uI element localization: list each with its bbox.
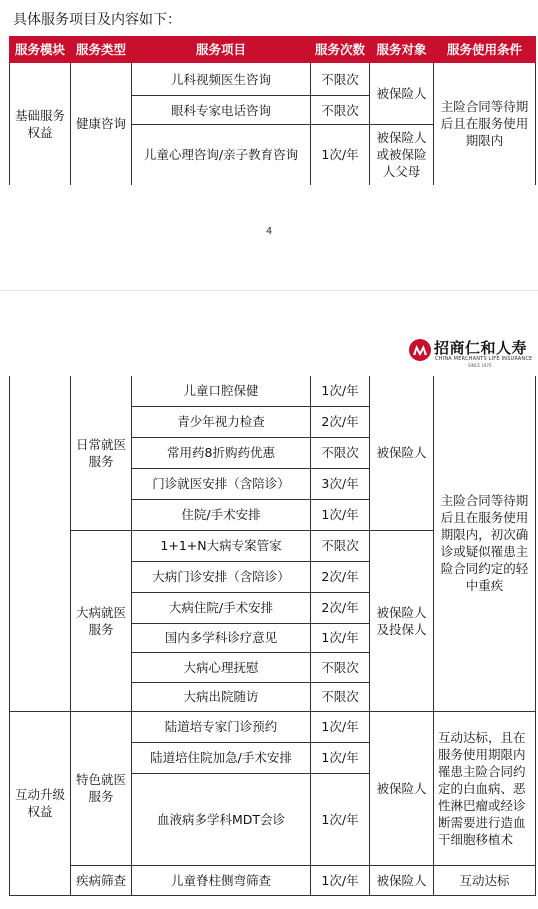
- times-cell: 1次/年: [311, 623, 370, 652]
- times-cell: 1次/年: [311, 125, 370, 185]
- item-cell: 青少年视力检查: [132, 406, 311, 437]
- times-cell: 不限次: [311, 530, 370, 561]
- item-cell: 陆道培专家门诊预约: [132, 711, 311, 742]
- table-row: [10, 865, 536, 895]
- page-number: 4: [265, 226, 273, 237]
- times-cell: 不限次: [311, 63, 370, 96]
- times-cell: 1次/年: [311, 499, 370, 530]
- type-cell: 日常就医服务: [71, 376, 132, 530]
- type-cell: 疾病筛查: [71, 865, 132, 895]
- item-cell: 儿童口腔保健: [132, 376, 311, 406]
- type-cell: 健康咨询: [71, 63, 132, 185]
- times-cell: 2次/年: [311, 561, 370, 592]
- times-cell: 2次/年: [311, 592, 370, 623]
- header-type: 服务类型: [71, 37, 132, 63]
- table-row: [10, 63, 536, 96]
- target-cell: 被保险人及投保人: [370, 530, 434, 711]
- table-row: [10, 376, 536, 406]
- item-cell: 儿童脊柱侧弯筛查: [132, 865, 311, 895]
- target-cell: 被保险人: [370, 63, 434, 125]
- module-cell-continued: [10, 376, 71, 711]
- type-cell: 特色就医服务: [71, 711, 132, 865]
- intro-text: 具体服务项目及内容如下：: [13, 12, 181, 28]
- service-table-page4: [9, 36, 536, 185]
- times-cell: 不限次: [311, 682, 370, 711]
- logo-mark-icon: [408, 338, 432, 362]
- module-cell: 互动升级权益: [10, 711, 71, 895]
- item-cell: 1+1+N大病专案管家: [132, 530, 311, 561]
- target-cell: 被保险人: [370, 865, 434, 895]
- item-cell: 门诊就医安排（含陪诊）: [132, 468, 311, 499]
- times-cell: 1次/年: [311, 711, 370, 742]
- condition-cell: 主险合同等待期后且在服务使用期限内，初次确诊或疑似罹患主险合同约定的轻中重疾: [434, 376, 536, 711]
- item-cell: 儿科视频医生咨询: [132, 63, 311, 96]
- logo-cn-text: 招商仁和人寿: [434, 339, 528, 357]
- item-cell: 儿童心理咨询/亲子教育咨询: [132, 125, 311, 185]
- item-cell: 住院/手术安排: [132, 499, 311, 530]
- item-cell: 大病门诊安排（含陪诊）: [132, 561, 311, 592]
- item-cell: 血液病多学科MDT会诊: [132, 773, 311, 865]
- header-condition: 服务使用条件: [434, 37, 536, 63]
- condition-cell: 主险合同等待期后且在服务使用期限内: [434, 63, 536, 185]
- service-table-page5: [9, 376, 536, 896]
- target-cell: 被保险人或被保险人父母: [370, 125, 434, 185]
- times-cell: 2次/年: [311, 406, 370, 437]
- times-cell: 3次/年: [311, 468, 370, 499]
- times-cell: 不限次: [311, 652, 370, 682]
- header-times: 服务次数: [311, 37, 370, 63]
- target-cell: 被保险人: [370, 711, 434, 865]
- item-cell: 陆道培住院加急/手术安排: [132, 742, 311, 773]
- item-cell: 大病住院/手术安排: [132, 592, 311, 623]
- times-cell: 1次/年: [311, 773, 370, 865]
- times-cell: 1次/年: [311, 742, 370, 773]
- item-cell: 大病心理抚慰: [132, 652, 311, 682]
- table-row: [10, 711, 536, 742]
- header-module: 服务模块: [10, 37, 71, 63]
- logo-since-text: SINCE 1970: [468, 363, 492, 368]
- header-target: 服务对象: [370, 37, 434, 63]
- page-divider: [0, 290, 538, 291]
- module-cell: 基础服务权益: [10, 63, 71, 185]
- item-cell: 眼科专家电话咨询: [132, 96, 311, 125]
- item-cell: 国内多学科诊疗意见: [132, 623, 311, 652]
- company-logo: [408, 337, 534, 367]
- condition-cell: 互动达标: [434, 865, 536, 895]
- type-cell: 大病就医服务: [71, 530, 132, 711]
- condition-cell: 互动达标，且在服务使用期限内罹患主险合同约定的白血病、恶性淋巴瘤或经诊断需要进行造血干细胞移植术: [434, 711, 536, 865]
- item-cell: 常用药8折购药优惠: [132, 437, 311, 468]
- header-item: 服务项目: [132, 37, 311, 63]
- times-cell: 1次/年: [311, 865, 370, 895]
- target-cell: 被保险人: [370, 376, 434, 530]
- table-header-row: [10, 37, 536, 63]
- logo-en-text: CHINA MERCHANTS LIFE INSURANCE: [435, 356, 533, 362]
- item-cell: 大病出院随访: [132, 682, 311, 711]
- times-cell: 不限次: [311, 437, 370, 468]
- times-cell: 1次/年: [311, 376, 370, 406]
- times-cell: 不限次: [311, 96, 370, 125]
